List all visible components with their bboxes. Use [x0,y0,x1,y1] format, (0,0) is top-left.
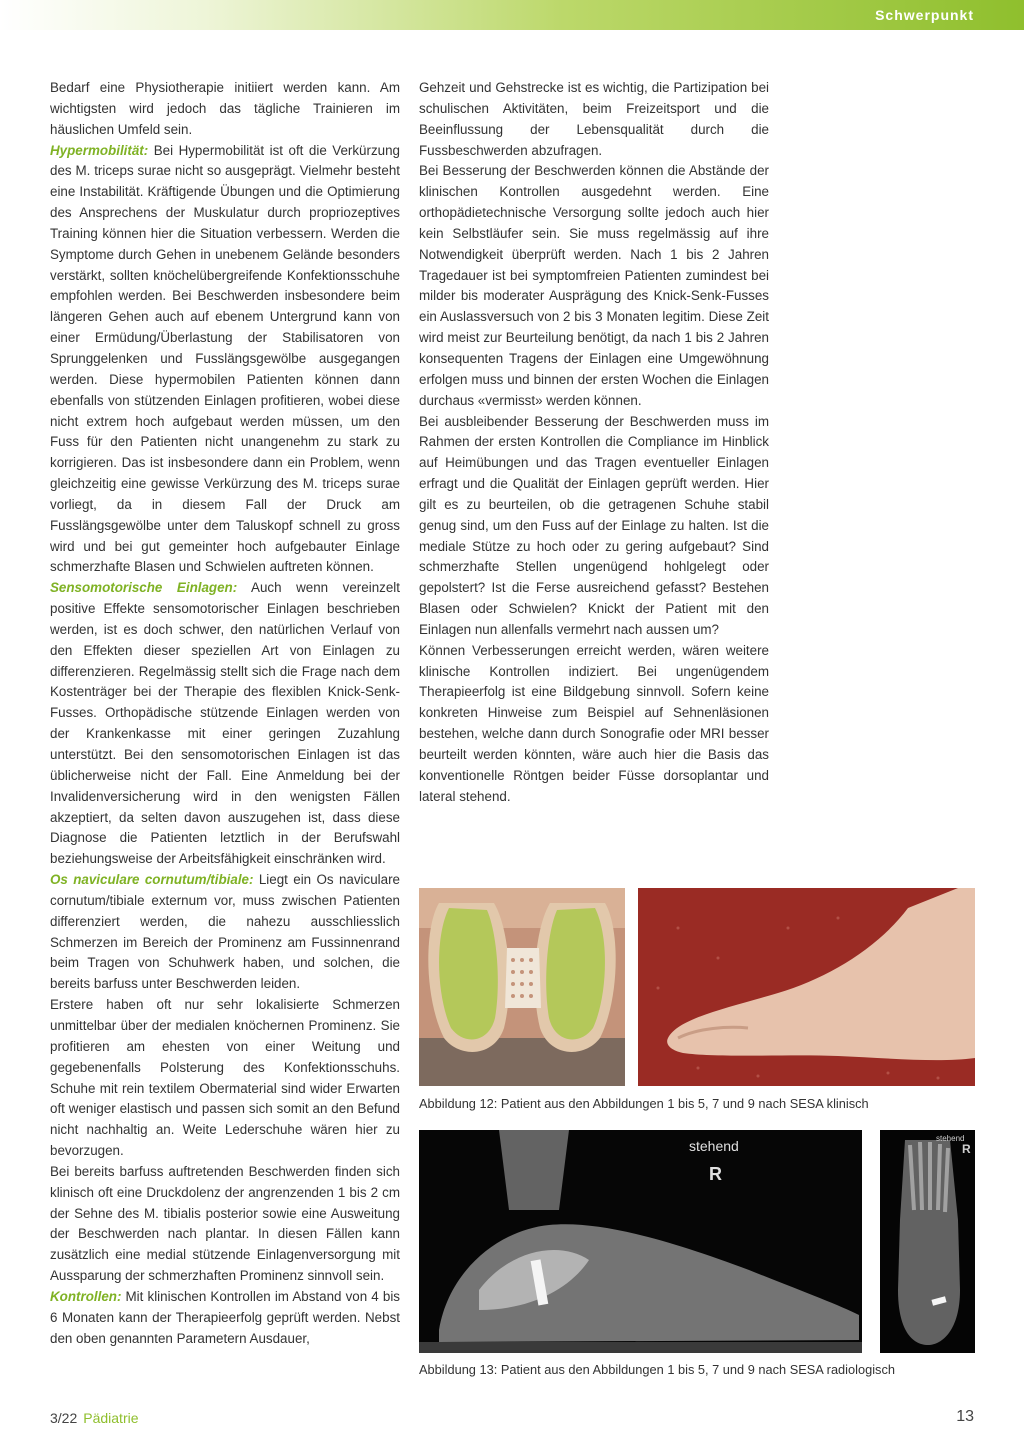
xray-lateral-illustration [419,1130,862,1353]
header-bar [0,0,1024,30]
right-column [419,78,769,808]
paragraph: Bedarf eine Physiotherapie initiiert werden kann. Am wichtigsten wird jedoch das tägliche Trainieren im häuslichen Umfeld sein. [50,80,400,137]
figure-12-caption: Abbildung 12: Patient aus den Abbildungen 1 bis 5, 7 und 9 nach SESA klinisch [419,1096,869,1111]
left-column [50,78,400,1349]
issue-number: 3/22 [50,1410,78,1426]
xray-dorsoplantar-illustration [880,1130,975,1353]
journal-name: Pädiatrie [83,1410,139,1426]
keyword: Os naviculare cornutum/tibiale: [50,872,254,888]
paragraph: Gehzeit und Gehstrecke ist es wichtig, die Partizipation bei schulischen Aktivitäten, beim Freizeitsport und die Beeinflussung der Lebensqualität durch die Fussbeschwerden abzufragen. [419,80,769,158]
paragraph [50,870,400,995]
paragraph: Erstere haben oft nur sehr lokalisierte Schmerzen unmittelbar über der medialen knöchernen Prominenz. Sie profitieren am ehesten von einer Weitung und gegebenenfalls Polsterung des Konfektionsschuhs. Schuhe mit rein textilem Obermaterial sind wider Erwarten oft weniger elastisch und passen sich somit an den Befund nicht nachhaltig an. Weite Lederschuhe wären hier zu bevorzugen. [50,997,400,1159]
paragraph-text: Bei Hypermobilität ist oft die Verkürzung des M. triceps surae nicht so ausgeprägt. Vielmehr besteht eine Instabilität. Kräftigende Übungen und die Optimierung des Ansprechens der Muskulatur durch propriozeptives Training können hier die Situation verbessern. Werden die Symptome durch Gehen in unebenem Gelände besonders verstärkt, sollten knöchelübergreifende Konfektionsschuhe empfohlen werden. Bei Beschwerden insbesondere beim längeren Gehen auch auf ebenem Untergrund kann von einer Ermüdung/Überlastung der Stabilisatoren von Sprunggelenken und Fusslängsgewölbe ausgegangen werden. Diese hypermobilen Patienten können dann ebenfalls von stützenden Einlagen profitieren, wobei diese nicht extrem hoch aufgebaut werden müssen, um den Fuss für den Patienten nicht unangenehm zu stark zu korrigieren. Das ist insbesondere dann ein Problem, wenn gleichzeitig eine gewisse Verkürzung des M. triceps surae vorliegt, da in diesem Fall der Druck am Fusslängsgewölbe unter dem Taluskopf schnell zu gross wird und bei gut gemeinter hoch aufgebauter Einlage schmerzhafte Blasen und Schwielen auftreten können. [50,142,400,575]
insoles-illustration [419,888,625,1086]
foot-photo [638,888,975,1086]
paragraph: Bei Besserung der Beschwerden können die Abstände der klinischen Kontrollen ausgedehnt werden. Eine orthopädietechnische Versorgung sollte jedoch auch hier kein Selbstläufer sein. Sie muss regelmässig auf ihre Notwendigkeit überprüft werden. Nach 1 bis 2 Jahren Tragedauer ist bei symptomfreien Patienten zumindest bei milder bis moderater Ausprägung des Knick-Senk-Fusses ein Auslassversuch von 2 bis 3 Monaten legitim. Diese Zeit wird meist zur Beurteilung benötigt, da nach 1 bis 2 Jahren konsequenten Tragens der Einlagen eine Umgewöhnung erfolgen muss und binnen der ersten Wochen die Einlagen durchaus «vermisst» werden können. [419,163,769,408]
paragraph-text: Liegt ein Os naviculare cornutum/tibiale externum vor, muss zwischen Patienten differenziert werden, die nahezu ausschliesslich Schmerzen im Bereich der Prominenz am Fussinnenrand beim Tragen von Schuhwerk haben, und solchen, die bereits barfuss unter Beschwerden leiden. [50,872,400,992]
page-number: 13 [956,1408,974,1425]
paragraph [50,578,400,870]
paragraph: Bei bereits barfuss auftretenden Beschwerden finden sich klinisch oft eine Druckdolenz der angrenzenden 1 bis 2 cm der Sehne des M. tibialis posterior sowie eine Ausweitung der Beschwerden nach plantar. In diesen Fällen kann zusätzlich eine medial stützende Einlagenversorgung mit Aussparung der schmerzhaften Prominenz sinnvoll sein. [50,1163,400,1284]
figure-13-caption: Abbildung 13: Patient aus den Abbildungen 1 bis 5, 7 und 9 nach SESA radiologisch [419,1362,895,1377]
xray-small-view-label: stehend [936,1134,965,1143]
keyword: Hypermobilität: [50,142,149,158]
paragraph-text: Auch wenn vereinzelt positive Effekte sensomotorischer Einlagen beschrieben werden, ist es doch schwer, den natürlichen Verlauf von den Effekten dieser speziellen Art von Einlagen zu differenzieren. Regelmässig stellt sich die Frage nach dem Kostenträger bei der Therapie des flexiblen Knick-Senk-Fusses. Orthopädische stützende Einlagen werden von der Krankenkasse mit einer geringen Zuzahlung unterstützt. Bei den sensomotorischen Einlagen ist das üblicherweise nicht der Fall. Eine Anmeldung bei der Invalidenversicherung wird in den wenigsten Fällen akzeptiert, da selten davon auszugehen ist, dass diese Diagnose die Patienten letztlich in der Berufswahl beziehungsweise der Arbeitsfähigkeit einschränken wird. [50,580,400,867]
section-title: Schwerpunkt [875,7,974,23]
paragraph: Können Verbesserungen erreicht werden, wären weitere klinische Kontrollen indiziert. Bei ungenügendem Therapieerfolg ist eine Bildgebung sinnvoll. Sofern keine konkreten Hinweise zum Beispiel auf Sehnenläsionen bestehen, welche dann durch Sonografie oder MRI besser beurteilt werden könnten, wäre auch hier die Basis das konventionelle Röntgen beider Füsse dorsoplantar und lateral stehend. [419,642,769,804]
paragraph [50,141,400,579]
xray-small-side-marker: R [962,1142,971,1156]
footer-issue [50,1410,139,1426]
xray-dorsoplantar [880,1130,975,1353]
paragraph-text: Mit klinischen Kontrollen im Abstand von 4 bis 6 Monaten kann der Therapieerfolg geprüft werden. Nebst den oben genannten Parametern Ausdauer, [50,1288,400,1346]
keyword: Sensomotorische Einlagen: [50,580,238,596]
keyword: Kontrollen: [50,1288,122,1304]
paragraph [50,1287,400,1350]
foot-illustration [638,888,975,1086]
xray-view-label: stehend [689,1138,739,1154]
xray-lateral [419,1130,862,1353]
paragraph: Bei ausbleibender Besserung der Beschwerden muss im Rahmen der ersten Kontrollen die Compliance im Hinblick auf Heimübungen und das Tragen eventueller Einlagen erfragt und die Qualität der Einlagen geprüft werden. Hier gilt es zu beurteilen, ob die getragenen Schuhe stabil genug sind, um den Fuss auf der Einlage zu halten. Ist die mediale Stütze zu hoch oder zu gering aufgebaut? Sind schmerzhafte Stellen ungenügend hohlgelegt oder gepolstert? Ist die Ferse ausreichend gefasst? Bestehen Blasen oder Schwielen? Knickt der Patient mit den Einlagen nun allenfalls vermehrt nach aussen um? [419,413,769,637]
xray-side-marker: R [709,1164,722,1184]
insoles-photo [419,888,625,1086]
